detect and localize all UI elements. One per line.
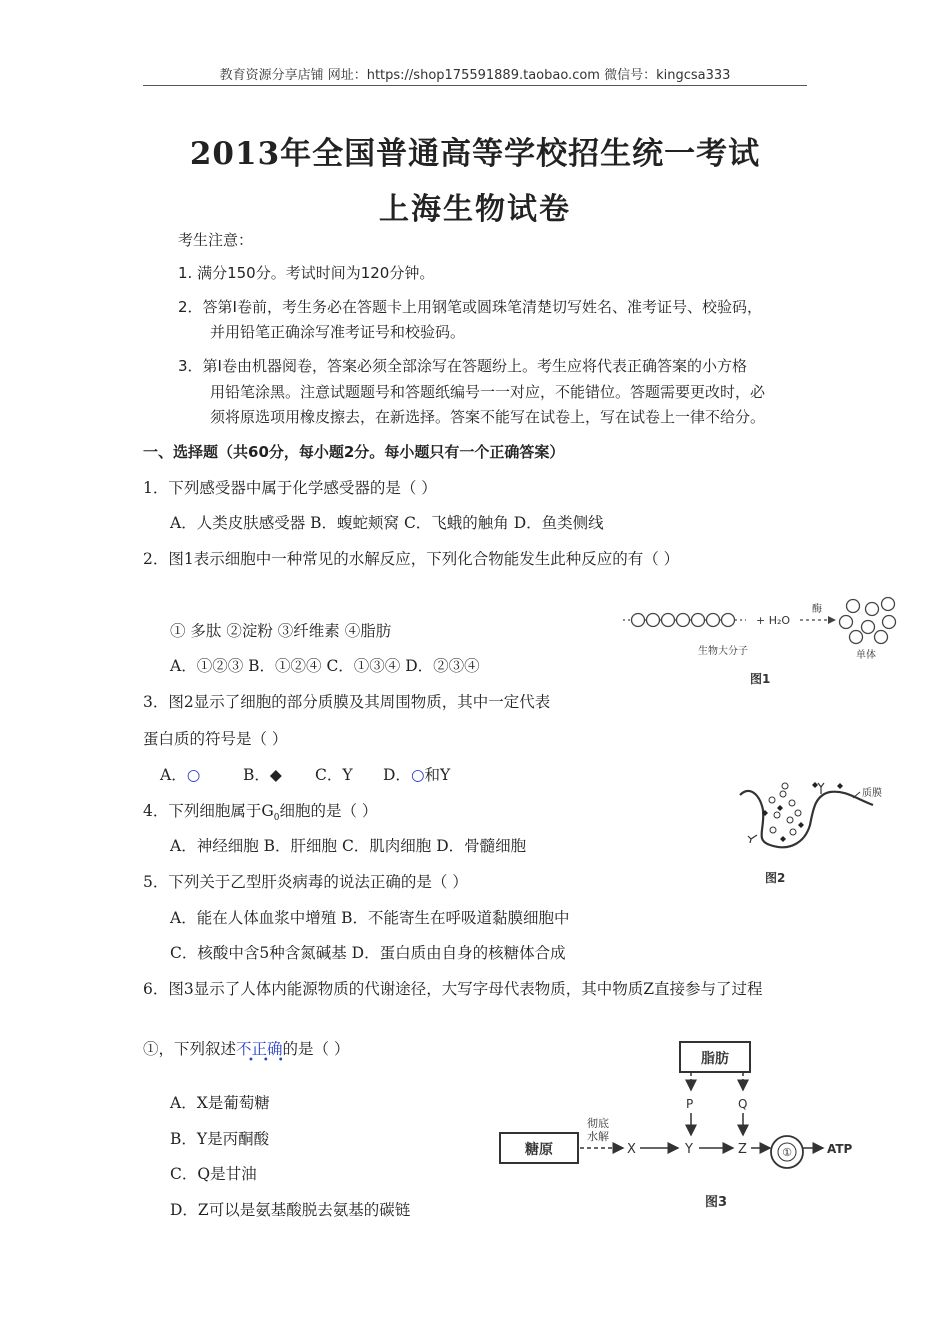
question-6-option-a: A．X是葡萄糖: [170, 1094, 270, 1112]
figure-2-membrane-label: 质膜: [862, 788, 882, 799]
question-5-options-line-2: C．核酸中含5种含氮碱基 D．蛋白质由自身的核糖体合成: [170, 944, 566, 962]
figure-3-q: Q: [738, 1097, 748, 1111]
option-d-label: D．: [383, 766, 411, 784]
question-5-options-line-1: A．能在人体血浆中增殖 B．不能寄生在呼吸道黏膜细胞中: [170, 909, 570, 927]
question-6-stem-line-1: 6．图3显示了人体内能源物质的代谢途径，大写字母代表物质，其中物质Z直接参与了过程: [143, 980, 763, 998]
option-d-rest: 和Y: [424, 766, 451, 784]
exam-subtitle: 上海生物试卷: [379, 192, 571, 227]
figure-2-caption: 图2: [765, 871, 786, 885]
figure-3-z: Z: [738, 1142, 747, 1157]
question-2-items: ① 多肽 ②淀粉 ③纤维素 ④脂肪: [170, 622, 392, 640]
figure-3-fat: 脂肪: [701, 1051, 729, 1067]
emphasis-not-correct: 不正确: [236, 1040, 283, 1058]
question-4-stem-pre: 4．下列细胞属于G: [143, 802, 274, 820]
figure-3-x: X: [627, 1142, 636, 1157]
question-6-stem-post: 的是（ ）: [282, 1040, 350, 1058]
figure-3-process: ①: [782, 1146, 792, 1159]
figure-3-caption: 图3: [705, 1195, 728, 1210]
question-1-stem: 1．下列感受器中属于化学感受器的是（ ）: [143, 479, 437, 497]
figure-1-caption: 图1: [750, 672, 771, 686]
question-6-option-d: D．Z可以是氨基酸脱去氨基的碳链: [170, 1201, 411, 1219]
notice-item-2-line-1: 2．答第Ⅰ卷前，考生务必在答题卡上用钢笔或圆珠笔清楚切写姓名、准考证号、校验码，: [178, 298, 762, 316]
figure-1: [618, 592, 908, 692]
notice-item-3-line-3: 须将原选项用橡皮擦去，在新选择。答案不能写在试卷上，写在试卷上一律不给分。: [210, 408, 766, 426]
question-6-stem-line-2: [143, 1037, 349, 1059]
emphasis-dots: •••: [248, 1055, 293, 1066]
question-3-stem-line-1: 3．图2显示了细胞的部分质膜及其周围物质，其中一定代表: [143, 693, 551, 711]
question-3-option-b: B．◆: [243, 766, 282, 784]
question-2-options: A．①②③ B．①②④ C．①③④ D．②③④: [170, 657, 480, 675]
figure-1-reactant: 生物大分子: [698, 646, 748, 657]
exam-title: 2013年全国普通高等学校招生统一考试: [189, 136, 761, 172]
figure-3-hydrolysis-2: 水解: [587, 1130, 609, 1143]
figure-2: [735, 770, 885, 890]
page-header: 教育资源分享店铺 网址：https://shop175591889.taobao.com 微信号：kingcsa333: [219, 68, 731, 83]
question-3-option-c: C．Y: [315, 766, 353, 784]
figure-3-glycogen: 糖原: [525, 1142, 553, 1158]
question-6-stem-pre: ①，下列叙述: [143, 1040, 237, 1058]
header-divider: [143, 85, 807, 86]
figure-3-y: Y: [685, 1142, 693, 1157]
question-4-stem-sub: 0: [273, 813, 280, 824]
figure-3-p: P: [686, 1097, 694, 1111]
question-3-option-a: [160, 763, 200, 785]
question-3-option-d: [383, 763, 450, 785]
question-4-stem-post: 细胞的是（ ）: [279, 802, 378, 820]
section-heading: 一、选择题（共60分，每小题2分。每小题只有一个正确答案）: [143, 443, 565, 461]
question-5-stem: 5．下列关于乙型肝炎病毒的说法正确的是（ ）: [143, 873, 468, 891]
circle-symbol-icon: ○: [186, 766, 201, 784]
notice-heading: 考生注意：: [178, 231, 254, 249]
notice-item-1: 1. 满分150分。考试时间为120分钟。: [178, 264, 435, 282]
figure-3-hydrolysis-1: 彻底: [587, 1117, 609, 1130]
figure-1-enzyme: 酶: [812, 604, 822, 615]
figure-3: [495, 1038, 875, 1218]
question-6-option-c: C．Q是甘油: [170, 1165, 257, 1183]
question-2-stem: 2．图1表示细胞中一种常见的水解反应，下列化合物能发生此种反应的有（ ）: [143, 550, 680, 568]
notice-item-2-line-2: 并用铅笔正确涂写准考证号和校验码。: [210, 323, 466, 341]
question-6-option-b: B．Y是丙酮酸: [170, 1130, 270, 1148]
circle-symbol-icon: ○: [410, 766, 425, 784]
option-a-label: A．: [160, 766, 187, 784]
question-4-stem: [143, 799, 377, 823]
figure-1-product: 单体: [856, 650, 876, 661]
question-4-options: A．神经细胞 B．肝细胞 C．肌肉细胞 D．骨髓细胞: [170, 837, 527, 855]
question-1-options: A．人类皮肤感受器 B．蝮蛇颊窝 C．飞蛾的触角 D．鱼类侧线: [170, 514, 604, 532]
notice-item-3-line-1: 3．第Ⅰ卷由机器阅卷，答案必须全部涂写在答题纷上。考生应将代表正确答案的小方格: [178, 357, 747, 375]
notice-item-3-line-2: 用铅笔涂黑。注意试题题号和答题纸编号一一对应，不能错位。答题需要更改时，必: [210, 383, 766, 401]
figure-3-atp: ATP: [827, 1142, 853, 1156]
figure-1-water: + H₂O: [756, 614, 791, 627]
question-3-stem-line-2: 蛋白质的符号是（ ）: [143, 730, 288, 748]
